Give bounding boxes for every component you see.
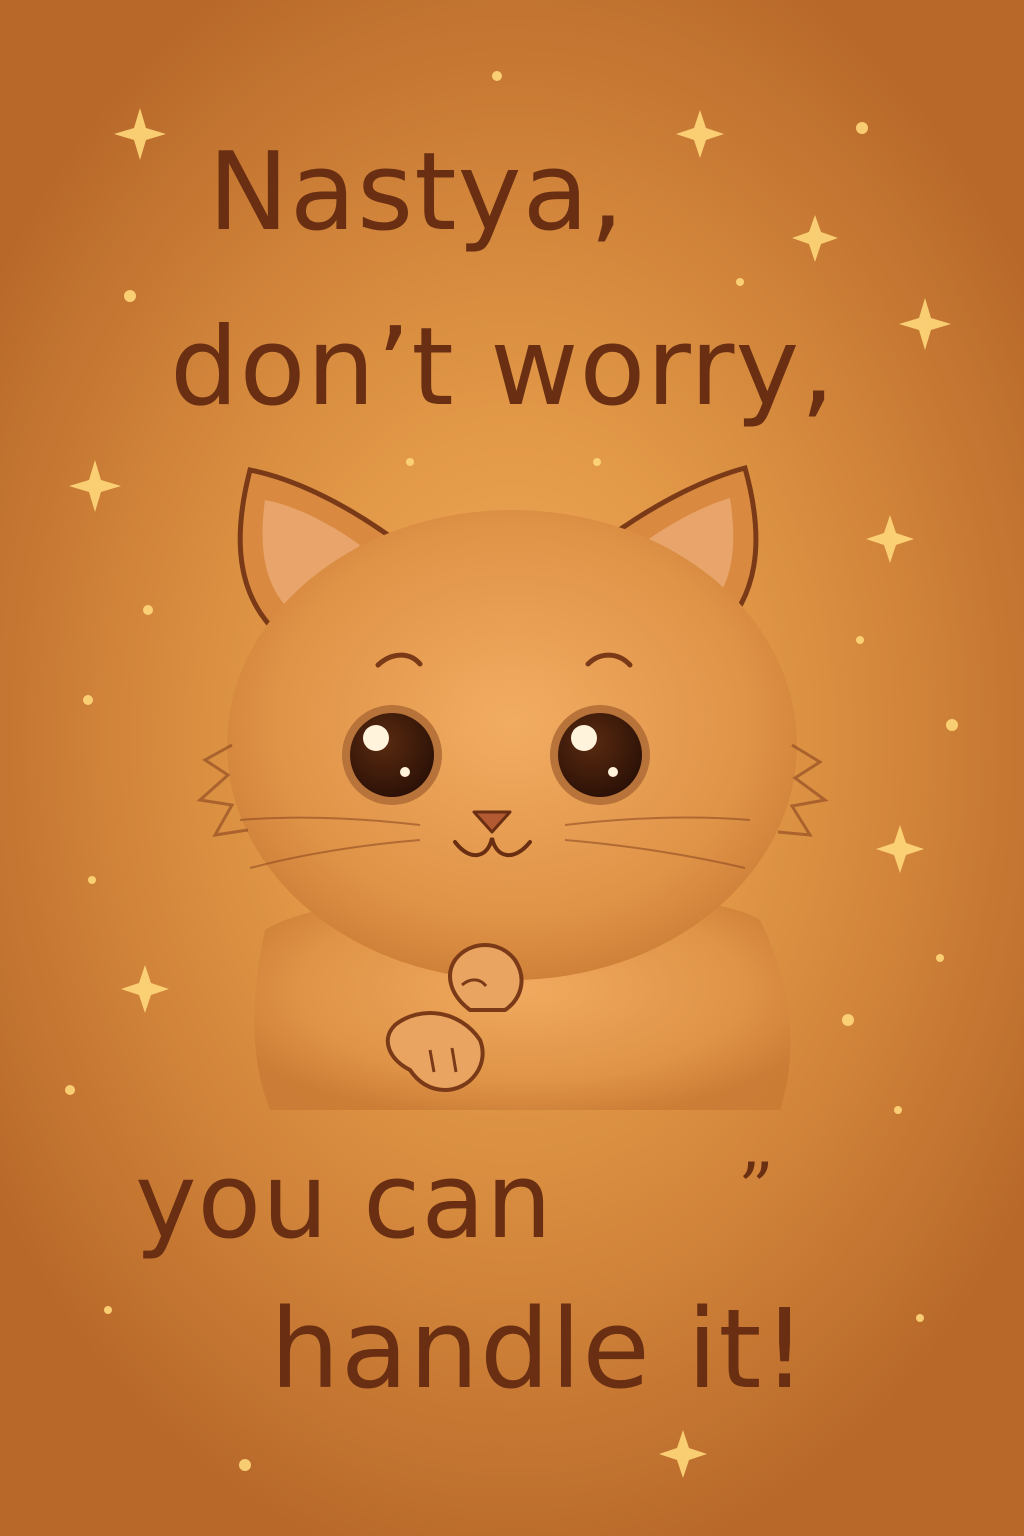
kitten-head <box>227 510 797 980</box>
sparkle-icon <box>866 515 914 563</box>
kitten-icon <box>200 468 825 1110</box>
message-line-3: you can <box>135 1140 553 1262</box>
sparkle-icon <box>899 298 951 350</box>
sparkle-icon <box>114 108 166 160</box>
message-line-4: handle it! <box>270 1285 808 1413</box>
sparkle-icon <box>676 110 724 158</box>
message-line-1: Nastya, <box>208 130 626 255</box>
sparkle-icon <box>69 460 121 512</box>
sparkle-icon <box>121 965 169 1013</box>
quote-mark: ” <box>738 1148 774 1230</box>
sparkle-icon <box>659 1430 707 1478</box>
message-line-2: don’t worry, <box>170 305 836 430</box>
sparkle-icon <box>792 215 838 262</box>
paw <box>450 945 522 1010</box>
sparkle-icon <box>876 825 924 873</box>
